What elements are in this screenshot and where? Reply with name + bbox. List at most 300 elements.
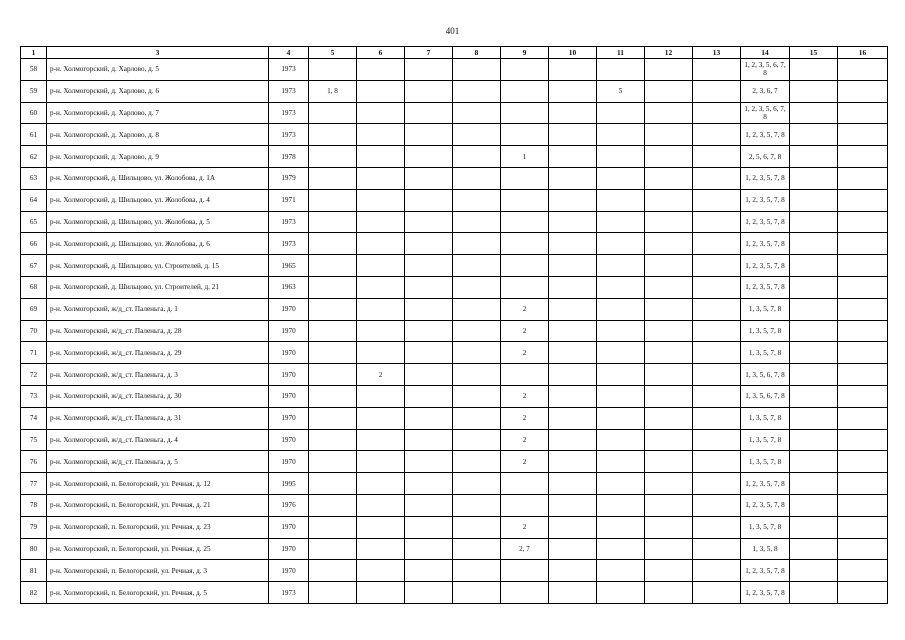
col-9-cell: 2, 7 — [501, 538, 549, 560]
year-cell: 1970 — [269, 516, 309, 538]
col-11-cell — [597, 342, 645, 364]
col-11-cell — [597, 451, 645, 473]
col-15-cell — [790, 80, 838, 102]
col-8-cell — [453, 320, 501, 342]
row-number: 58 — [21, 59, 47, 81]
col-14-cell: 1, 2, 3, 5, 7, 8 — [741, 124, 790, 146]
col-5-cell — [309, 407, 357, 429]
col-8-cell — [453, 124, 501, 146]
col-15-cell — [790, 59, 838, 81]
column-header: 13 — [693, 47, 741, 59]
col-10-cell — [549, 189, 597, 211]
col-11-cell — [597, 473, 645, 495]
col-13-cell — [693, 80, 741, 102]
col-6-cell — [357, 189, 405, 211]
col-10-cell — [549, 233, 597, 255]
col-15-cell — [790, 364, 838, 386]
col-9-cell — [501, 233, 549, 255]
col-5-cell — [309, 255, 357, 277]
row-number: 66 — [21, 233, 47, 255]
col-10-cell — [549, 516, 597, 538]
col-9-cell — [501, 473, 549, 495]
col-13-cell — [693, 276, 741, 298]
table-row — [21, 451, 888, 473]
col-8-cell — [453, 582, 501, 604]
table-row — [21, 385, 888, 407]
col-12-cell — [645, 189, 693, 211]
address-cell: р-н. Холмогорский, ж/д_ст. Паленьга, д. 4 — [47, 429, 269, 451]
col-6-cell — [357, 80, 405, 102]
column-header: 14 — [741, 47, 790, 59]
row-number: 62 — [21, 146, 47, 168]
col-10-cell — [549, 560, 597, 582]
col-5-cell: 1, 8 — [309, 80, 357, 102]
col-6-cell — [357, 451, 405, 473]
table-row — [21, 167, 888, 189]
col-12-cell — [645, 320, 693, 342]
table-row — [21, 124, 888, 146]
col-12-cell — [645, 167, 693, 189]
col-12-cell — [645, 80, 693, 102]
col-11-cell — [597, 516, 645, 538]
col-7-cell — [405, 364, 453, 386]
col-11-cell — [597, 560, 645, 582]
col-15-cell — [790, 516, 838, 538]
col-12-cell — [645, 255, 693, 277]
address-cell: р-н. Холмогорский, п. Белогорский, ул. Речная, д. 21 — [47, 494, 269, 516]
column-header: 16 — [838, 47, 888, 59]
col-10-cell — [549, 429, 597, 451]
col-9-cell — [501, 560, 549, 582]
year-cell: 1971 — [269, 189, 309, 211]
col-15-cell — [790, 451, 838, 473]
col-14-cell: 1, 2, 3, 5, 6, 7, 8 — [741, 59, 790, 81]
address-cell: р-н. Холмогорский, ж/д_ст. Паленьга, д. 29 — [47, 342, 269, 364]
col-5-cell — [309, 560, 357, 582]
year-cell: 1970 — [269, 538, 309, 560]
address-cell: р-н. Холмогорский, п. Белогорский, ул. Речная, д. 12 — [47, 473, 269, 495]
col-6-cell — [357, 494, 405, 516]
col-8-cell — [453, 538, 501, 560]
col-14-cell: 1, 3, 5, 7, 8 — [741, 342, 790, 364]
col-11-cell — [597, 102, 645, 124]
col-9-cell — [501, 582, 549, 604]
col-11-cell — [597, 494, 645, 516]
table-row — [21, 211, 888, 233]
col-7-cell — [405, 59, 453, 81]
table-row — [21, 298, 888, 320]
col-13-cell — [693, 473, 741, 495]
col-9-cell — [501, 80, 549, 102]
col-6-cell — [357, 429, 405, 451]
col-9-cell — [501, 494, 549, 516]
col-13-cell — [693, 102, 741, 124]
table-row — [21, 494, 888, 516]
col-9-cell — [501, 276, 549, 298]
col-16-cell — [838, 59, 888, 81]
col-11-cell — [597, 189, 645, 211]
col-15-cell — [790, 124, 838, 146]
year-cell: 1973 — [269, 233, 309, 255]
col-12-cell — [645, 451, 693, 473]
address-cell: р-н. Холмогорский, д. Харлово, д. 5 — [47, 59, 269, 81]
row-number: 81 — [21, 560, 47, 582]
col-9-cell — [501, 124, 549, 146]
col-7-cell — [405, 189, 453, 211]
col-16-cell — [838, 364, 888, 386]
year-cell: 1970 — [269, 298, 309, 320]
col-16-cell — [838, 189, 888, 211]
address-cell: р-н. Холмогорский, д. Шильцово, ул. Жолобова, д. 6 — [47, 233, 269, 255]
col-11-cell — [597, 298, 645, 320]
address-cell: р-н. Холмогорский, ж/д_ст. Паленьга, д. 3 — [47, 364, 269, 386]
address-cell: р-н. Холмогорский, п. Белогорский, ул. Речная, д. 23 — [47, 516, 269, 538]
col-8-cell — [453, 429, 501, 451]
col-7-cell — [405, 473, 453, 495]
col-13-cell — [693, 211, 741, 233]
address-cell: р-н. Холмогорский, д. Харлово, д. 7 — [47, 102, 269, 124]
table-row — [21, 255, 888, 277]
col-16-cell — [838, 167, 888, 189]
col-5-cell — [309, 385, 357, 407]
col-12-cell — [645, 538, 693, 560]
col-6-cell — [357, 146, 405, 168]
col-14-cell: 1, 2, 3, 5, 7, 8 — [741, 494, 790, 516]
page-number: 401 — [445, 26, 460, 36]
col-13-cell — [693, 385, 741, 407]
table-row — [21, 364, 888, 386]
col-10-cell — [549, 494, 597, 516]
col-11-cell — [597, 582, 645, 604]
col-9-cell: 2 — [501, 516, 549, 538]
col-11-cell — [597, 407, 645, 429]
col-13-cell — [693, 451, 741, 473]
col-8-cell — [453, 451, 501, 473]
year-cell: 1965 — [269, 255, 309, 277]
col-9-cell: 1 — [501, 146, 549, 168]
col-6-cell — [357, 582, 405, 604]
col-5-cell — [309, 582, 357, 604]
year-cell: 1973 — [269, 582, 309, 604]
col-12-cell — [645, 560, 693, 582]
col-15-cell — [790, 407, 838, 429]
col-7-cell — [405, 560, 453, 582]
col-5-cell — [309, 429, 357, 451]
column-header: 11 — [597, 47, 645, 59]
col-10-cell — [549, 407, 597, 429]
col-5-cell — [309, 538, 357, 560]
col-9-cell — [501, 255, 549, 277]
year-cell: 1973 — [269, 80, 309, 102]
col-7-cell — [405, 342, 453, 364]
table-row — [21, 473, 888, 495]
col-16-cell — [838, 80, 888, 102]
col-12-cell — [645, 233, 693, 255]
table-header-row — [21, 47, 888, 59]
row-number: 68 — [21, 276, 47, 298]
col-7-cell — [405, 167, 453, 189]
col-13-cell — [693, 59, 741, 81]
col-6-cell — [357, 407, 405, 429]
row-number: 64 — [21, 189, 47, 211]
table-row — [21, 102, 888, 124]
table-row — [21, 582, 888, 604]
col-13-cell — [693, 298, 741, 320]
table-row — [21, 189, 888, 211]
col-11-cell — [597, 233, 645, 255]
year-cell: 1976 — [269, 494, 309, 516]
col-16-cell — [838, 407, 888, 429]
address-cell: р-н. Холмогорский, д. Шильцово, ул. Строителей, д. 21 — [47, 276, 269, 298]
col-5-cell — [309, 364, 357, 386]
col-6-cell: 2 — [357, 364, 405, 386]
col-6-cell — [357, 255, 405, 277]
col-13-cell — [693, 342, 741, 364]
col-15-cell — [790, 342, 838, 364]
year-cell: 1973 — [269, 59, 309, 81]
col-16-cell — [838, 276, 888, 298]
row-number: 73 — [21, 385, 47, 407]
col-15-cell — [790, 473, 838, 495]
col-14-cell: 1, 3, 5, 6, 7, 8 — [741, 385, 790, 407]
col-6-cell — [357, 516, 405, 538]
col-11-cell: 5 — [597, 80, 645, 102]
address-cell: р-н. Холмогорский, д. Шильцово, ул. Строителей, д. 15 — [47, 255, 269, 277]
col-11-cell — [597, 364, 645, 386]
year-cell: 1978 — [269, 146, 309, 168]
col-8-cell — [453, 298, 501, 320]
col-16-cell — [838, 560, 888, 582]
col-16-cell — [838, 102, 888, 124]
col-6-cell — [357, 320, 405, 342]
col-9-cell — [501, 364, 549, 386]
col-11-cell — [597, 538, 645, 560]
col-5-cell — [309, 102, 357, 124]
table-row — [21, 516, 888, 538]
address-cell: р-н. Холмогорский, д. Харлово, д. 6 — [47, 80, 269, 102]
col-13-cell — [693, 233, 741, 255]
col-13-cell — [693, 124, 741, 146]
col-7-cell — [405, 516, 453, 538]
col-16-cell — [838, 255, 888, 277]
column-header: 3 — [47, 47, 269, 59]
col-14-cell: 1, 2, 3, 5, 7, 8 — [741, 276, 790, 298]
col-12-cell — [645, 146, 693, 168]
col-16-cell — [838, 320, 888, 342]
col-15-cell — [790, 167, 838, 189]
row-number: 59 — [21, 80, 47, 102]
year-cell: 1970 — [269, 429, 309, 451]
col-16-cell — [838, 385, 888, 407]
col-14-cell: 1, 2, 3, 5, 6, 7, 8 — [741, 102, 790, 124]
col-8-cell — [453, 80, 501, 102]
col-15-cell — [790, 560, 838, 582]
col-10-cell — [549, 582, 597, 604]
col-13-cell — [693, 189, 741, 211]
col-5-cell — [309, 146, 357, 168]
address-cell: р-н. Холмогорский, ж/д_ст. Паленьга, д. 28 — [47, 320, 269, 342]
year-cell: 1995 — [269, 473, 309, 495]
row-number: 82 — [21, 582, 47, 604]
row-number: 60 — [21, 102, 47, 124]
col-16-cell — [838, 211, 888, 233]
table-body — [21, 59, 888, 604]
col-11-cell — [597, 276, 645, 298]
table-row — [21, 276, 888, 298]
address-cell: р-н. Холмогорский, ж/д_ст. Паленьга, д. 1 — [47, 298, 269, 320]
col-5-cell — [309, 342, 357, 364]
row-number: 63 — [21, 167, 47, 189]
col-9-cell — [501, 59, 549, 81]
table-row — [21, 320, 888, 342]
col-5-cell — [309, 233, 357, 255]
col-12-cell — [645, 364, 693, 386]
col-10-cell — [549, 146, 597, 168]
col-11-cell — [597, 429, 645, 451]
col-12-cell — [645, 473, 693, 495]
col-10-cell — [549, 276, 597, 298]
col-7-cell — [405, 451, 453, 473]
row-number: 65 — [21, 211, 47, 233]
col-10-cell — [549, 320, 597, 342]
col-14-cell: 1, 2, 3, 5, 7, 8 — [741, 211, 790, 233]
col-9-cell: 2 — [501, 342, 549, 364]
col-8-cell — [453, 233, 501, 255]
col-6-cell — [357, 102, 405, 124]
col-7-cell — [405, 494, 453, 516]
col-12-cell — [645, 211, 693, 233]
col-10-cell — [549, 255, 597, 277]
col-8-cell — [453, 342, 501, 364]
col-14-cell: 1, 2, 3, 5, 7, 8 — [741, 189, 790, 211]
col-14-cell: 1, 3, 5, 8 — [741, 538, 790, 560]
col-13-cell — [693, 560, 741, 582]
col-10-cell — [549, 102, 597, 124]
col-7-cell — [405, 146, 453, 168]
col-12-cell — [645, 494, 693, 516]
col-14-cell: 1, 2, 3, 5, 7, 8 — [741, 582, 790, 604]
col-6-cell — [357, 276, 405, 298]
col-7-cell — [405, 102, 453, 124]
col-9-cell: 2 — [501, 407, 549, 429]
col-11-cell — [597, 59, 645, 81]
col-8-cell — [453, 211, 501, 233]
col-8-cell — [453, 560, 501, 582]
year-cell: 1973 — [269, 124, 309, 146]
column-header: 5 — [309, 47, 357, 59]
column-header: 9 — [501, 47, 549, 59]
row-number: 70 — [21, 320, 47, 342]
col-7-cell — [405, 320, 453, 342]
col-16-cell — [838, 451, 888, 473]
col-15-cell — [790, 255, 838, 277]
col-10-cell — [549, 451, 597, 473]
column-header: 12 — [645, 47, 693, 59]
col-13-cell — [693, 167, 741, 189]
col-13-cell — [693, 320, 741, 342]
year-cell: 1970 — [269, 451, 309, 473]
col-16-cell — [838, 494, 888, 516]
col-8-cell — [453, 407, 501, 429]
year-cell: 1970 — [269, 320, 309, 342]
col-7-cell — [405, 255, 453, 277]
col-13-cell — [693, 429, 741, 451]
address-cell: р-н. Холмогорский, д. Шильцово, ул. Жолобова, д. 1А — [47, 167, 269, 189]
col-14-cell: 1, 2, 3, 5, 7, 8 — [741, 167, 790, 189]
col-12-cell — [645, 582, 693, 604]
table-row — [21, 342, 888, 364]
col-10-cell — [549, 80, 597, 102]
col-8-cell — [453, 59, 501, 81]
col-9-cell — [501, 167, 549, 189]
col-5-cell — [309, 189, 357, 211]
col-14-cell: 1, 2, 3, 5, 7, 8 — [741, 255, 790, 277]
col-11-cell — [597, 167, 645, 189]
row-number: 71 — [21, 342, 47, 364]
col-14-cell: 1, 2, 3, 5, 7, 8 — [741, 473, 790, 495]
col-8-cell — [453, 255, 501, 277]
col-15-cell — [790, 494, 838, 516]
col-15-cell — [790, 189, 838, 211]
col-14-cell: 1, 3, 5, 6, 7, 8 — [741, 364, 790, 386]
col-16-cell — [838, 342, 888, 364]
col-7-cell — [405, 80, 453, 102]
col-16-cell — [838, 429, 888, 451]
address-cell: р-н. Холмогорский, ж/д_ст. Паленьга, д. 30 — [47, 385, 269, 407]
year-cell: 1970 — [269, 364, 309, 386]
table-row — [21, 429, 888, 451]
year-cell: 1970 — [269, 342, 309, 364]
row-number: 69 — [21, 298, 47, 320]
col-12-cell — [645, 298, 693, 320]
table-row — [21, 80, 888, 102]
year-cell: 1963 — [269, 276, 309, 298]
col-5-cell — [309, 494, 357, 516]
column-header: 6 — [357, 47, 405, 59]
col-15-cell — [790, 582, 838, 604]
col-6-cell — [357, 538, 405, 560]
col-6-cell — [357, 233, 405, 255]
col-8-cell — [453, 189, 501, 211]
col-6-cell — [357, 59, 405, 81]
col-12-cell — [645, 385, 693, 407]
col-12-cell — [645, 124, 693, 146]
col-11-cell — [597, 211, 645, 233]
col-6-cell — [357, 560, 405, 582]
row-number: 74 — [21, 407, 47, 429]
col-15-cell — [790, 429, 838, 451]
col-8-cell — [453, 146, 501, 168]
year-cell: 1970 — [269, 407, 309, 429]
col-5-cell — [309, 473, 357, 495]
address-cell: р-н. Холмогорский, д. Шильцово, ул. Жолобова, д. 4 — [47, 189, 269, 211]
col-15-cell — [790, 538, 838, 560]
col-16-cell — [838, 124, 888, 146]
col-8-cell — [453, 102, 501, 124]
col-14-cell: 2, 3, 6, 7 — [741, 80, 790, 102]
col-7-cell — [405, 429, 453, 451]
year-cell: 1970 — [269, 385, 309, 407]
col-13-cell — [693, 407, 741, 429]
col-9-cell — [501, 211, 549, 233]
col-13-cell — [693, 494, 741, 516]
col-5-cell — [309, 451, 357, 473]
col-8-cell — [453, 473, 501, 495]
col-8-cell — [453, 276, 501, 298]
col-10-cell — [549, 124, 597, 146]
year-cell: 1973 — [269, 102, 309, 124]
col-15-cell — [790, 276, 838, 298]
